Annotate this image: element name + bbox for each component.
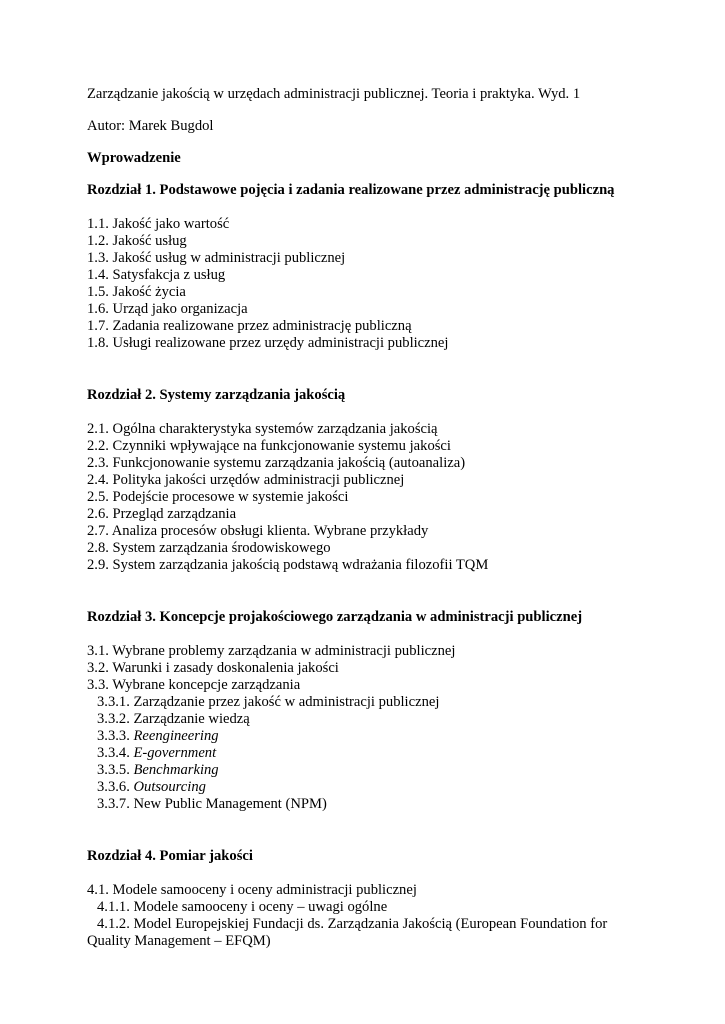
- document-title: Zarządzanie jakością w urzędach administracji publicznej. Teoria i praktyka. Wyd. 1: [87, 86, 581, 102]
- toc-item: 3.3. Wybrane koncepcje zarządzania: [87, 677, 301, 693]
- toc-item: 1.1. Jakość jako wartość: [87, 216, 230, 232]
- toc-item: 2.3. Funkcjonowanie systemu zarządzania jakością (autoanaliza): [87, 455, 466, 471]
- toc-subitem: 3.3.1. Zarządzanie przez jakość w administracji publicznej: [97, 694, 440, 710]
- toc-item: 1.3. Jakość usług w administracji publicznej: [87, 250, 346, 266]
- toc-subitem: 3.3.2. Zarządzanie wiedzą: [97, 711, 250, 727]
- chapter-1-list: [87, 216, 627, 352]
- toc-item: 2.5. Podejście procesowe w systemie jakości: [87, 489, 349, 505]
- intro-heading: Wprowadzenie: [87, 150, 181, 166]
- author-line: Autor: Marek Bugdol: [87, 118, 214, 134]
- toc-subitem-wrapped: [87, 916, 627, 950]
- toc-item: 1.6. Urząd jako organizacja: [87, 301, 248, 317]
- toc-subitem-title: Outsourcing: [133, 779, 206, 795]
- toc-subitem-number: 3.3.4.: [97, 745, 134, 761]
- chapter-4-heading: Rozdział 4. Pomiar jakości: [87, 848, 253, 864]
- toc-subitem: 3.3.7. New Public Management (NPM): [97, 796, 327, 812]
- toc-item: 1.4. Satysfakcja z usług: [87, 267, 226, 283]
- toc-item: 2.8. System zarządzania środowiskowego: [87, 540, 331, 556]
- chapter-2-list: [87, 421, 627, 574]
- toc-subitem-number: 3.3.5.: [97, 762, 134, 778]
- toc-item: 2.6. Przegląd zarządzania: [87, 506, 237, 522]
- toc-subitem-title: Reengineering: [133, 728, 219, 744]
- toc-item: 2.9. System zarządzania jakością podstawą wdrażania filozofii TQM: [87, 557, 489, 573]
- toc-item: 3.2. Warunki i zasady doskonalenia jakości: [87, 660, 339, 676]
- toc-subitem-title: Benchmarking: [133, 762, 219, 778]
- chapter-3-list: [87, 643, 627, 813]
- toc-subitem: 4.1.1. Modele samooceny i oceny – uwagi ogólne: [97, 899, 388, 915]
- toc-item: 1.5. Jakość życia: [87, 284, 186, 300]
- toc-subitem-title: E-government: [133, 745, 217, 761]
- toc-item: 1.8. Usługi realizowane przez urzędy administracji publicznej: [87, 335, 449, 351]
- toc-item: 4.1. Modele samooceny i oceny administracji publicznej: [87, 882, 417, 898]
- toc-subitem-text: 4.1.2. Model Europejskiej Fundacji ds. Zarządzania Jakością (European Foundation for Quality Management – EFQM): [87, 916, 608, 949]
- toc-item: 1.7. Zadania realizowane przez administrację publiczną: [87, 318, 412, 334]
- toc-item: 3.1. Wybrane problemy zarządzania w administracji publicznej: [87, 643, 456, 659]
- toc-subitem-number: 3.3.3.: [97, 728, 134, 744]
- document-page: [87, 86, 627, 950]
- toc-item: 2.2. Czynniki wpływające na funkcjonowanie systemu jakości: [87, 438, 451, 454]
- chapter-4-list: [87, 882, 627, 950]
- chapter-2-heading: Rozdział 2. Systemy zarządzania jakością: [87, 387, 346, 403]
- chapter-1-heading: Rozdział 1. Podstawowe pojęcia i zadania realizowane przez administrację publiczną: [87, 182, 615, 198]
- toc-subitem: [87, 728, 627, 745]
- toc-subitem: [87, 762, 627, 779]
- toc-subitem: [87, 745, 627, 762]
- chapter-3-heading: Rozdział 3. Koncepcje projakościowego zarządzania w administracji publicznej: [87, 609, 583, 625]
- toc-item: 2.4. Polityka jakości urzędów administracji publicznej: [87, 472, 405, 488]
- toc-item: 2.7. Analiza procesów obsługi klienta. Wybrane przykłady: [87, 523, 429, 539]
- toc-subitem-number: 3.3.6.: [97, 779, 134, 795]
- toc-subitem: [87, 779, 627, 796]
- toc-item: 1.2. Jakość usług: [87, 233, 187, 249]
- toc-item: 2.1. Ogólna charakterystyka systemów zarządzania jakością: [87, 421, 438, 437]
